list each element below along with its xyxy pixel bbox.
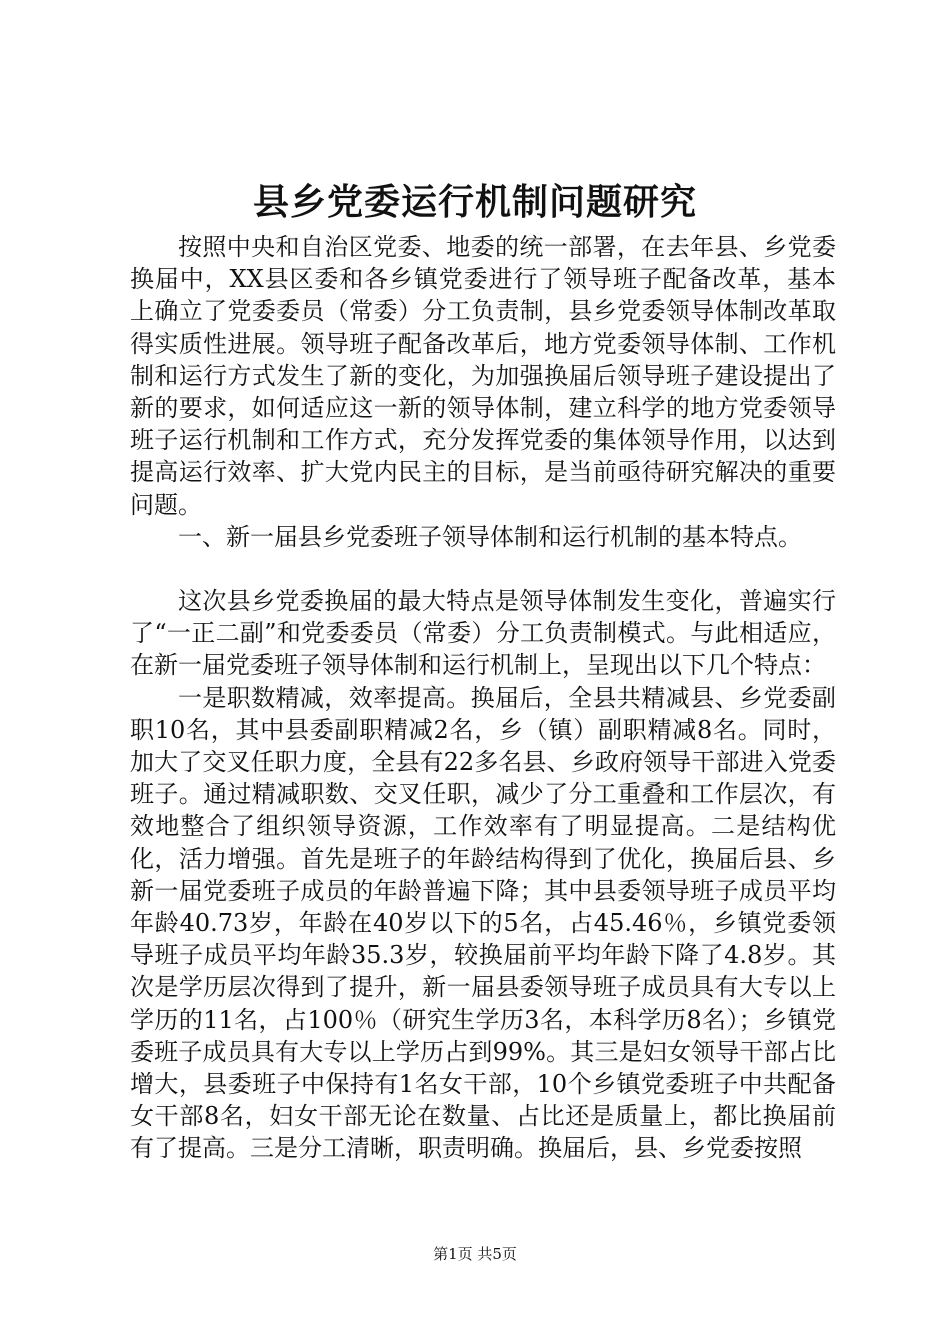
paragraph-features-detail: 一是职数精减，效率提高。换届后，全县共精减县、乡党委副职10名，其中县委副职精减2名，乡（镇）副职精减8名。同时，加大了交叉任职力度，全县有22多名县、乡政府领导干部进入党委班子。通过精减职数、交叉任职，减少了分工重叠和工作层次，有效地整合了组织领导资源，工作效率有了明显提高。二是结构优化，活力增强。首先是班子的年龄结构得到了优化，换届后县、乡新一届党委班子成员的年龄普遍下降；其中县委领导班子成员平均年龄40.73岁，年龄在40岁以下的5名，占45.46％，乡镇党委领导班子成员平均年龄35.3岁，较换届前平均年龄下降了4.8岁。其次是学历层次得到了提升，新一届县委领导班子成员具有大专以上学历的11名，占100％（研究生学历3名，本科学历8名）；乡镇党委班子成员具有大专以上学历占到99%。其三是妇女领导干部占比增大，县委班子中保持有1名女干部，10个乡镇党委班子中共配备女干部8名，妇女干部无论在数量、占比还是质量上，都比换届前有了提高。三是分工清晰，职责明确。换届后，县、乡党委按照: [130, 683, 836, 1163]
paragraph-intro: 按照中央和自治区党委、地委的统一部署，在去年县、乡党委换届中，XX县区委和各乡镇党委进行了领导班子配备改革，基本上确立了党委委员（常委）分工负责制，县乡党委领导体制改革取得实质性进展。领导班子配备改革后，地方党委领导体制、工作机制和运行方式发生了新的变化，为加强换届后领导班子建设提出了新的要求，如何适应这一新的领导体制，建立科学的地方党委领导班子运行机制和工作方式，充分发挥党委的集体领导作用，以达到提高运行效率、扩大党内民主的目标，是当前亟待研究解决的重要问题。: [130, 233, 836, 519]
document-title: 县乡党委运行机制问题研究: [252, 181, 697, 223]
page-footer: 第1页 共5页: [433, 1245, 517, 1263]
document-body: [130, 231, 836, 1165]
paragraph-features-intro: 这次县乡党委换届的最大特点是领导体制发生变化，普遍实行了“一正二副”和党委委员（常委）分工负责制模式。与此相适应，在新一届党委班子领导体制和运行机制上，呈现出以下几个特点：: [130, 587, 836, 680]
section-heading-1: 一、新一届县乡党委班子领导体制和运行机制的基本特点。: [178, 522, 802, 551]
